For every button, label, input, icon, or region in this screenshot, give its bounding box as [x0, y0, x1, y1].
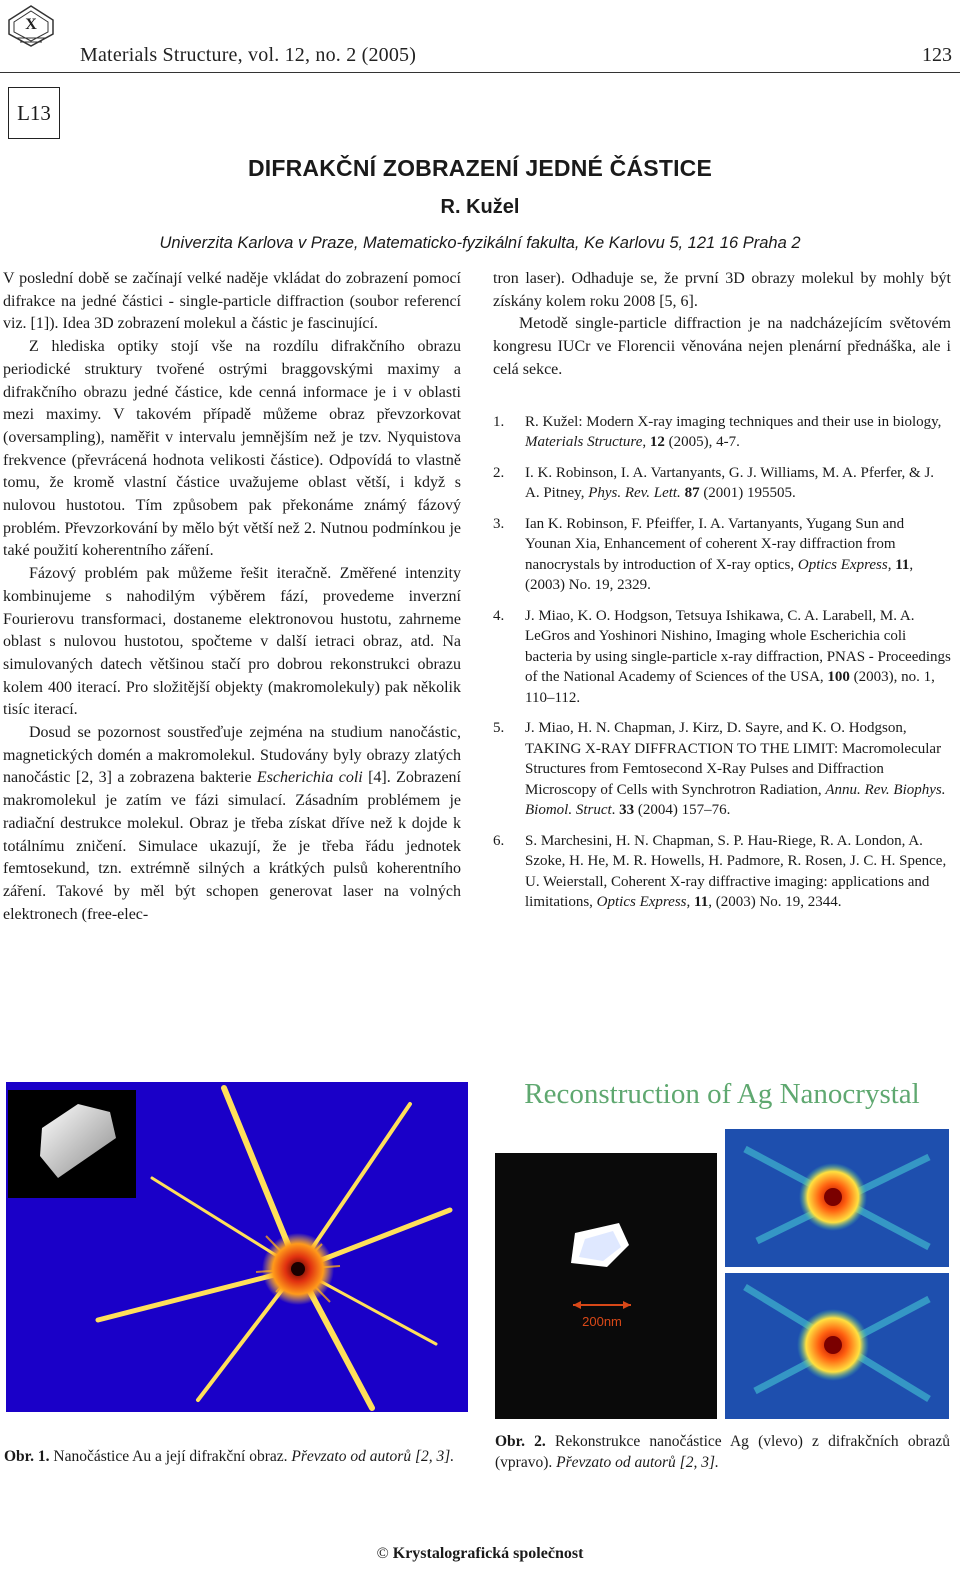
copyright-symbol: © — [376, 1545, 389, 1562]
diffraction-panel-top — [725, 1129, 949, 1267]
paragraph: Fázový problém pak můžeme řešit iteračně. Změřené intenzity kombinujeme s nahodilým výběrem fází, provedeme inverzní Fourierovu transformaci, dostaneme elektronovou hustotu, zahrneme oblast s nulovou hustotou, spočteme v další ietraci obraz, atd. Na simulovaných datech většinou stačí pro dobrou rekonstrukci obrazu kolem 400 iterací. Pro složitější objekty (makromolekuly) pak několik tisíc iterací. — [3, 565, 461, 719]
reconstruction-panel — [495, 1153, 717, 1419]
reference-item: 3. Ian K. Robinson, F. Pfeiffer, I. A. Vartanyants, Yugang Sun and Younan Xia, Enhancement of coherent X-ray diffraction from nanocrystals by introduction of X-ray optics, Optics Express, 11, (2003) No. 19, 2329. — [493, 515, 914, 594]
reference-list — [493, 412, 951, 913]
figure2-title: Reconstruction of Ag Nanocrystal — [524, 1078, 920, 1110]
header-rule — [0, 72, 960, 73]
reference-item: 2. I. K. Robinson, I. A. Vartanyants, G. J. Williams, M. A. Pferfer, & J. A. Pitney, Phys. Rev. Lett. 87 (2001) 195505. — [493, 464, 935, 502]
reference-item: 4. J. Miao, K. O. Hodgson, Tetsuya Ishikawa, C. A. Larabell, M. A. LeGros and Yoshinori Nishino, Imaging whole Escherichia coli bacteria by using single-particle x-ray diffraction, PNAS - Proceedings of the National Academy of Sciences of the USA, 100 (2003), no. 1, 110–112. — [493, 607, 951, 706]
article-title: DIFRAKČNÍ ZOBRAZENÍ JEDNÉ ČÁSTICE — [247, 155, 713, 181]
paragraph: tron laser). Odhaduje se, že první 3D obrazy molekul by mohly být získány kolem roku 2008 [5, 6]. — [493, 270, 951, 310]
page-number: 123 — [922, 44, 952, 66]
reference-item: 6. S. Marchesini, H. N. Chapman, S. P. Hau-Riege, R. A. London, A. Szoke, H. He, M. R. Howells, H. Padmore, R. Rosen, J. C. H. Spence, U. Weierstall, Coherent X-ray diffractive imaging: applications and limitations, Optics Express, 11, (2003) No. 19, 2344. — [493, 832, 947, 911]
right-text-column — [493, 268, 951, 923]
paragraph: Z hlediska optiky stojí vše na rozdílu difrakčního obrazu periodické struktury tvořené ostrými braggovskými maximy a difrakčního obrazu jedné částice, kde cenná informace je i v oblasti mezi maximy. V takovém případě můžeme obraz převzorkovat (oversampling), naměřit v intervalu jemnějším než je tzv. Nyquistova frekvence (převrácená hodnota velikosti částice). Odpovídá to vlastně tomu, že kromě vlastní částice uvažujeme oblast větší, i když s nulovou hustotou. Tím způsobem pak překonáme známý fázový problém. Převzorkování by mělo být větší než 2. Nutnou podmínkou je také použití koherentního záření. — [3, 338, 461, 560]
article-code: L13 — [8, 87, 60, 139]
footer-society: Krystalografická společnost — [392, 1545, 584, 1562]
figure-au-nanoparticle-diffraction — [6, 1082, 468, 1412]
species-name: Escherichia coli — [256, 769, 363, 787]
paragraph: Dosud se pozornost soustřeďuje zejména na studium nanočástic, magnetických domén a makromolekul. Studovány byly obrazy zlatých nanočástic [2, 3] a zobrazena bakterie Escherichia coli [4]. Zobrazení makromolekul je zatím ve fázi simulací. Zásadním problémem je radiační destrukce molekul. Obraz je třeba získat dříve než k dojde k totálnímu zničení. Simulace ukazují, že je třeba řádu jednotek femtosekund, tzn. extrémně silných a krátkých pulsů koherentního záření. Takové by měl být schopen generovat laser na volných elektronech (free-elec- — [3, 724, 461, 923]
au-particle-inset — [8, 1090, 136, 1198]
paragraph: V poslední době se začínají velké naděje vkládat do zobrazení pomocí difrakce na jedné částici - single-particle diffraction (soubor referencí viz. [1]). Idea 3D zobrazení molekul a částic je fascinující. — [3, 270, 461, 333]
figure1-caption: Obr. 1. Nanočástice Au a její difrakční obraz. Převzato od autorů [2, 3]. — [4, 1448, 455, 1465]
figure2-caption: Obr. 2. Rekonstrukce nanočástice Ag (vlevo) z difrakčních obrazů (vpravo). Převzato od autorů [2, 3]. — [495, 1433, 950, 1471]
diffraction-panel-bottom — [725, 1273, 949, 1419]
reference-item: 1. R. Kužel: Modern X-ray imaging techniques and their use in biology, Materials Structure, 12 (2005), 4-7. — [493, 413, 942, 451]
footer — [0, 1545, 960, 1563]
article-author: R. Kužel — [440, 196, 520, 218]
scale-bar-label: 200nm — [582, 1314, 622, 1329]
article-affiliation: Univerzita Karlova v Praze, Matematicko-fyzikální fakulta, Ke Karlovu 5, 121 16 Praha 2 — [159, 234, 801, 252]
paragraph: Metodě single-particle diffraction je na nadcházejícím světovém kongresu IUCr ve Florencii věnována nejen plenární přednáška, ale i celá sekce. — [493, 315, 951, 378]
journal-reference: Materials Structure, vol. 12, no. 2 (2005) — [80, 44, 417, 66]
journal-logo-icon — [6, 4, 56, 48]
figure-ag-reconstruction — [495, 1073, 949, 1419]
left-text-column — [3, 268, 461, 926]
reference-item: 5. J. Miao, H. N. Chapman, J. Kirz, D. Sayre, and K. O. Hodgson, TAKING X-RAY DIFFRACTION TO THE LIMIT: Macromolecular Structures from Femtosecond X-Ray Pulses and Diffraction Microscopy of Cells with Synchrotron Radiation, Annu. Rev. Biophys. Biomol. Struct. 33 (2004) 157–76. — [493, 720, 946, 819]
logo-letter: X — [25, 16, 37, 33]
